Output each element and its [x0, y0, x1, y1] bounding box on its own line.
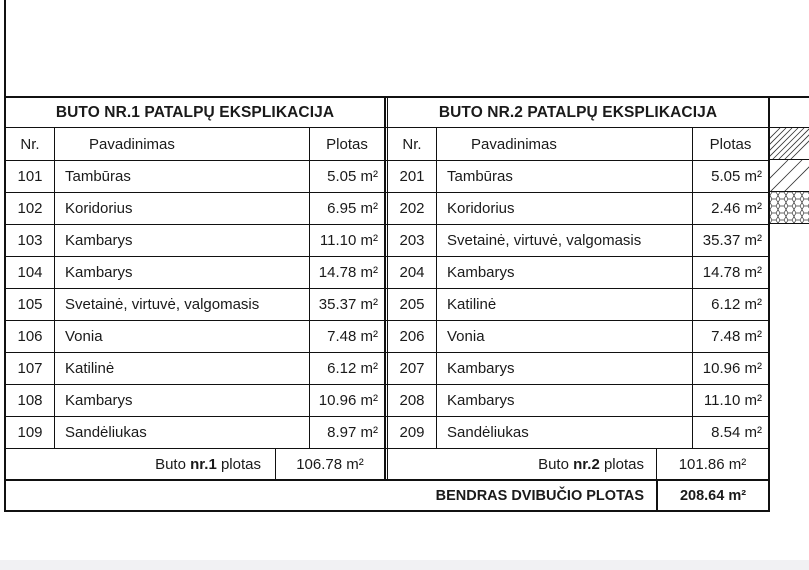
t2-cell-area: 6.12 m²: [711, 296, 762, 313]
t1-cell-name: Sandėliukas: [65, 424, 147, 441]
t1-cell-name: Vonia: [65, 328, 103, 345]
t1-cell-area: 11.10 m²: [319, 232, 378, 249]
t1-cell-area: 6.95 m²: [327, 200, 378, 217]
t2-cell-name: Kambarys: [447, 392, 515, 409]
t1-cell-name: Kambarys: [65, 232, 133, 249]
t2-total-prefix: Buto: [538, 456, 574, 473]
t2-cell-nr: 201: [399, 168, 425, 185]
t1-cell-name: Katilinė: [65, 360, 115, 377]
legend-sparse-hatch-icon: [770, 160, 809, 192]
t2-cell-area: 2.46 m²: [711, 200, 762, 217]
t2-cell-nr: 204: [399, 264, 425, 281]
t2-cell-name: Svetainė, virtuvė, valgomasis: [447, 232, 642, 249]
legend-hexagon-pattern-icon: [770, 192, 809, 224]
t2-total-suffix: plotas: [599, 456, 644, 473]
t2-cell-area: 5.05 m²: [711, 168, 762, 185]
t2-header-nr: Nr.: [402, 135, 422, 153]
t2-cell-area: 10.96 m²: [702, 360, 762, 377]
t1-cell-area: 8.97 m²: [327, 424, 378, 441]
t2-cell-name: Katilinė: [447, 296, 497, 313]
t2-header-area: Plotas: [709, 135, 752, 153]
t1-cell-nr: 102: [17, 200, 43, 217]
t1-cell-area: 5.05 m²: [327, 168, 378, 185]
t1-cell-area: 14.78 m²: [318, 264, 378, 281]
t1-header-nr: Nr.: [20, 135, 40, 153]
t1-cell-nr: 106: [17, 328, 43, 345]
t1-cell-name: Koridorius: [65, 200, 133, 217]
t2-cell-area: 8.54 m²: [711, 424, 762, 441]
t1-cell-nr: 101: [17, 168, 43, 185]
t1-cell-nr: 109: [17, 424, 43, 441]
t2-cell-nr: 208: [399, 392, 425, 409]
t1-cell-name: Kambarys: [65, 264, 133, 281]
t1-cell-nr: 107: [17, 360, 43, 377]
t2-cell-nr: 205: [399, 296, 425, 313]
t1-header-area: Plotas: [326, 135, 368, 153]
t2-cell-nr: 207: [399, 360, 425, 377]
t1-cell-area: 10.96 m²: [318, 392, 378, 409]
t1-cell-name: Kambarys: [65, 392, 133, 409]
t1-total-label: [6, 450, 275, 479]
t2-cell-nr: 202: [399, 200, 425, 217]
t2-cell-name: Tambūras: [447, 168, 513, 185]
t2-cell-nr: 203: [399, 232, 425, 249]
t1-cell-area: 35.37 m²: [318, 296, 378, 313]
t1-cell-nr: 103: [17, 232, 43, 249]
t2-cell-name: Kambarys: [447, 264, 515, 281]
table2-title: BUTO NR.2 PATALPŲ EKSPLIKACIJA: [438, 103, 718, 121]
t2-cell-nr: 206: [399, 328, 425, 345]
t1-cell-nr: 104: [17, 264, 43, 281]
t2-cell-name: Kambarys: [447, 360, 515, 377]
grand-total-label: BENDRAS DVIBUČIO PLOTAS: [435, 487, 644, 504]
table1-title: BUTO NR.1 PATALPŲ EKSPLIKACIJA: [55, 103, 335, 121]
t2-cell-area: 7.48 m²: [711, 328, 762, 345]
t1-cell-nr: 108: [17, 392, 43, 409]
t1-total-bold: nr.1: [190, 456, 217, 473]
t1-cell-area: 7.48 m²: [327, 328, 378, 345]
page-bottom-strip: [0, 560, 809, 570]
t2-header-name: Pavadinimas: [471, 135, 557, 153]
t2-cell-name: Sandėliukas: [447, 424, 529, 441]
t1-cell-name: Svetainė, virtuvė, valgomasis: [65, 296, 260, 313]
t1-total-value: 106.78 m²: [296, 456, 364, 473]
t1-header-name: Pavadinimas: [89, 135, 175, 153]
t1-total-suffix: plotas: [216, 456, 261, 473]
t2-total-value: 101.86 m²: [678, 456, 747, 473]
t1-cell-nr: 105: [17, 296, 43, 313]
t1-cell-name: Tambūras: [65, 168, 131, 185]
t1-cell-area: 6.12 m²: [327, 360, 378, 377]
grand-total-value: 208.64 m²: [679, 487, 747, 504]
legend-diagonal-hatch-icon: [770, 128, 809, 160]
t2-cell-name: Vonia: [447, 328, 485, 345]
t2-total-label: [388, 450, 656, 479]
t2-total-bold: nr.2: [573, 456, 600, 473]
t2-cell-area: 14.78 m²: [702, 264, 762, 281]
t2-cell-area: 11.10 m²: [703, 392, 762, 409]
tables-divider-left: [384, 96, 386, 480]
t1-total-prefix: Buto: [155, 456, 191, 473]
t2-cell-area: 35.37 m²: [702, 232, 762, 249]
t2-cell-nr: 209: [399, 424, 425, 441]
t2-cell-name: Koridorius: [447, 200, 515, 217]
